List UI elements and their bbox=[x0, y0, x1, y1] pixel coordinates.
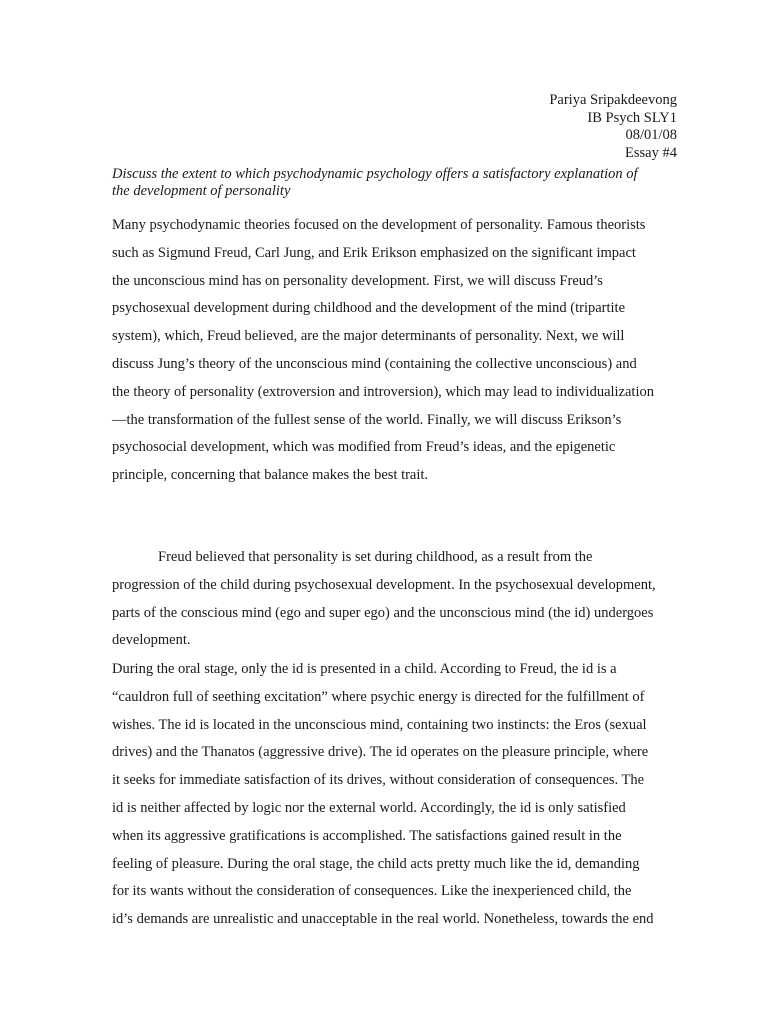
oral-stage-paragraph bbox=[112, 656, 654, 934]
text-line: Many psychodynamic theories focused on the development of personality. Famous theorists bbox=[112, 217, 646, 233]
text-line: system), which, Freud believed, are the major determinants of personality. Next, we will bbox=[112, 328, 625, 345]
freud-paragraph bbox=[112, 544, 656, 655]
intro-paragraph bbox=[112, 212, 654, 490]
text-line: the theory of personality (extroversion and introversion), which may lead to individualization bbox=[112, 383, 654, 400]
text-line: parts of the conscious mind (ego and super ego) and the unconscious mind (the id) undergoes bbox=[112, 604, 654, 621]
text-line: “cauldron full of seething excitation” where psychic energy is directed for the fulfillment of bbox=[112, 688, 645, 705]
course-name: IB Psych SLY1 bbox=[587, 109, 677, 126]
essay-header bbox=[549, 92, 677, 162]
text-line: id is neither affected by logic nor the external world. Accordingly, the id is only satisfied bbox=[112, 799, 626, 816]
text-line: progression of the child during psychosexual development. In the psychosexual development, bbox=[112, 576, 656, 593]
author-name: Pariya Sripakdeevong bbox=[549, 92, 677, 108]
text-line: it seeks for immediate satisfaction of its drives, without consideration of consequences. The bbox=[112, 772, 645, 789]
text-line: id’s demands are unrealistic and unacceptable in the real world. Nonetheless, towards the end bbox=[112, 911, 654, 928]
text-line: Freud believed that personality is set during childhood, as a result from the bbox=[158, 549, 593, 565]
text-line: the unconscious mind has on personality development. First, we will discuss Freud’s bbox=[112, 272, 603, 289]
text-line: for its wants without the consideration of consequences. Like the inexperienced child, the bbox=[112, 883, 632, 900]
text-line: drives) and the Thanatos (aggressive drive). The id operates on the pleasure principle, where bbox=[112, 744, 649, 761]
essay-question bbox=[112, 166, 672, 200]
essay-question-line: Discuss the extent to which psychodynamic psychology offers a satisfactory explanation of bbox=[112, 166, 638, 182]
text-line: psychosocial development, which was modified from Freud’s ideas, and the epigenetic bbox=[112, 439, 616, 456]
text-line: wishes. The id is located in the unconscious mind, containing two instincts: the Eros (sexual bbox=[112, 716, 647, 733]
text-line: —the transformation of the fullest sense of the world. Finally, we will discuss Erikson’s bbox=[112, 411, 622, 428]
text-line: feeling of pleasure. During the oral stage, the child acts pretty much like the id, demanding bbox=[112, 855, 640, 872]
text-line: psychosexual development during childhood and the development of the mind (tripartite bbox=[112, 300, 626, 317]
text-line: development. bbox=[112, 632, 191, 649]
essay-number: Essay #4 bbox=[625, 144, 677, 161]
text-line: During the oral stage, only the id is presented in a child. According to Freud, the id is a bbox=[112, 661, 617, 677]
text-line: when its aggressive gratifications is accomplished. The satisfactions gained result in the bbox=[112, 827, 622, 844]
essay-date: 08/01/08 bbox=[625, 127, 677, 143]
text-line: principle, concerning that balance makes the best trait. bbox=[112, 467, 429, 484]
text-line: discuss Jung’s theory of the unconscious mind (containing the collective unconscious) and bbox=[112, 355, 637, 372]
text-line: such as Sigmund Freud, Carl Jung, and Erik Erikson emphasized on the significant impact bbox=[112, 244, 636, 261]
essay-question-line: the development of personality bbox=[112, 183, 291, 199]
